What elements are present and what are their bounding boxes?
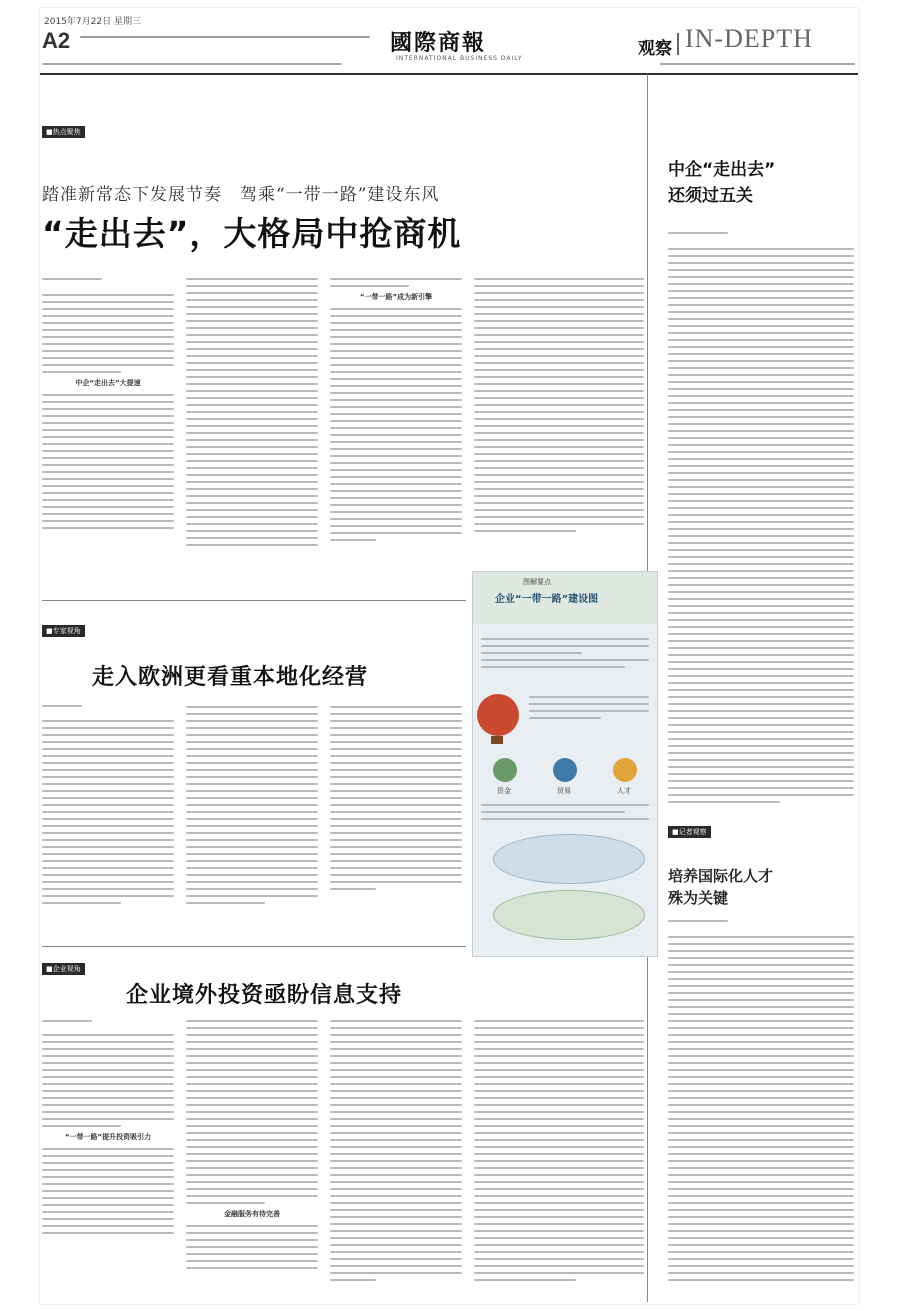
lead-column-4 <box>474 278 644 564</box>
circle-label-3: 人才 <box>617 787 631 795</box>
right-byline-2 <box>668 920 728 927</box>
circle-label-2: 贸易 <box>557 787 571 795</box>
right-article-body <box>668 248 854 818</box>
info-byline <box>42 1020 92 1027</box>
right-headline2-line2: 殊为关键 <box>668 889 729 907</box>
info-column-2 <box>186 1020 318 1304</box>
balloon-basket-icon <box>491 736 503 744</box>
infographic-ellipse-1 <box>493 834 645 884</box>
lead-byline <box>42 278 102 285</box>
info-column-4 <box>474 1020 644 1304</box>
infographic-text-2 <box>529 696 649 724</box>
europe-headline: 走入欧洲更看重本地化经营 <box>92 665 369 690</box>
lead-subhead-2: “一带一路”成为新引擎 <box>359 293 433 301</box>
infographic-header <box>473 572 657 624</box>
circle-icon-1 <box>493 758 517 782</box>
masthead-en: INTERNATIONAL BUSINESS DAILY <box>396 55 523 62</box>
right-tag: ■记者观察 <box>668 826 711 838</box>
contact-line <box>660 63 855 70</box>
masthead: 國際商報 <box>390 30 487 56</box>
lead-column-1 <box>42 294 174 564</box>
circle-label-1: 资金 <box>497 787 511 795</box>
circle-icon-2 <box>553 758 577 782</box>
infographic-text-1 <box>481 638 649 673</box>
right-headline-line2: 还须过五关 <box>668 186 753 206</box>
europe-column-1 <box>42 720 174 920</box>
page-number: A2 <box>42 28 71 53</box>
infographic-label: 图解要点 <box>523 578 551 586</box>
newspaper-page <box>40 8 858 1304</box>
right-headline2-line1: 培养国际化人才 <box>668 867 774 885</box>
info-subhead-1: “一带一路”提升投资吸引力 <box>64 1133 152 1141</box>
lead-subhead-1: 中企“走出去”大提速 <box>75 379 141 387</box>
lead-headline: “走出去”，大格局中抢商机 <box>42 214 462 253</box>
lead-kicker: 踏准新常态下发展节奏 驾乘“一带一路”建设东风 <box>42 185 440 205</box>
section-rule-2 <box>42 946 466 947</box>
lead-tag: ■热点聚焦 <box>42 126 85 138</box>
europe-tag: ■专家视角 <box>42 625 85 637</box>
editor-line <box>42 63 342 70</box>
section-rule-1 <box>42 600 466 601</box>
info-tag: ■企业视角 <box>42 963 85 975</box>
header-rule <box>40 73 858 75</box>
right-article2-body <box>668 936 854 1300</box>
europe-column-2 <box>186 706 318 920</box>
info-column-1 <box>42 1034 174 1304</box>
info-column-3 <box>330 1020 462 1304</box>
section-name-en: IN-DEPTH <box>685 24 813 53</box>
lead-column-3 <box>330 278 462 564</box>
europe-column-3 <box>330 706 462 920</box>
section-name: 观察 <box>638 39 672 59</box>
info-subhead-2: 金融服务有待完善 <box>224 1210 280 1218</box>
right-headline-line1: 中企“走出去” <box>668 160 776 180</box>
info-headline: 企业境外投资亟盼信息支持 <box>126 983 403 1008</box>
issue-date: 2015年7月22日 星期三 <box>44 17 141 27</box>
header-info-line <box>80 36 370 43</box>
infographic-title: 企业“一带一路”建设图 <box>495 594 599 605</box>
infographic <box>472 571 658 957</box>
infographic-ellipse-2 <box>493 890 645 940</box>
europe-byline <box>42 705 82 712</box>
section-divider <box>677 33 679 55</box>
infographic-text-3 <box>481 804 649 825</box>
balloon-icon <box>477 694 519 736</box>
circle-icon-3 <box>613 758 637 782</box>
lead-column-2 <box>186 278 318 564</box>
right-byline <box>668 232 728 239</box>
